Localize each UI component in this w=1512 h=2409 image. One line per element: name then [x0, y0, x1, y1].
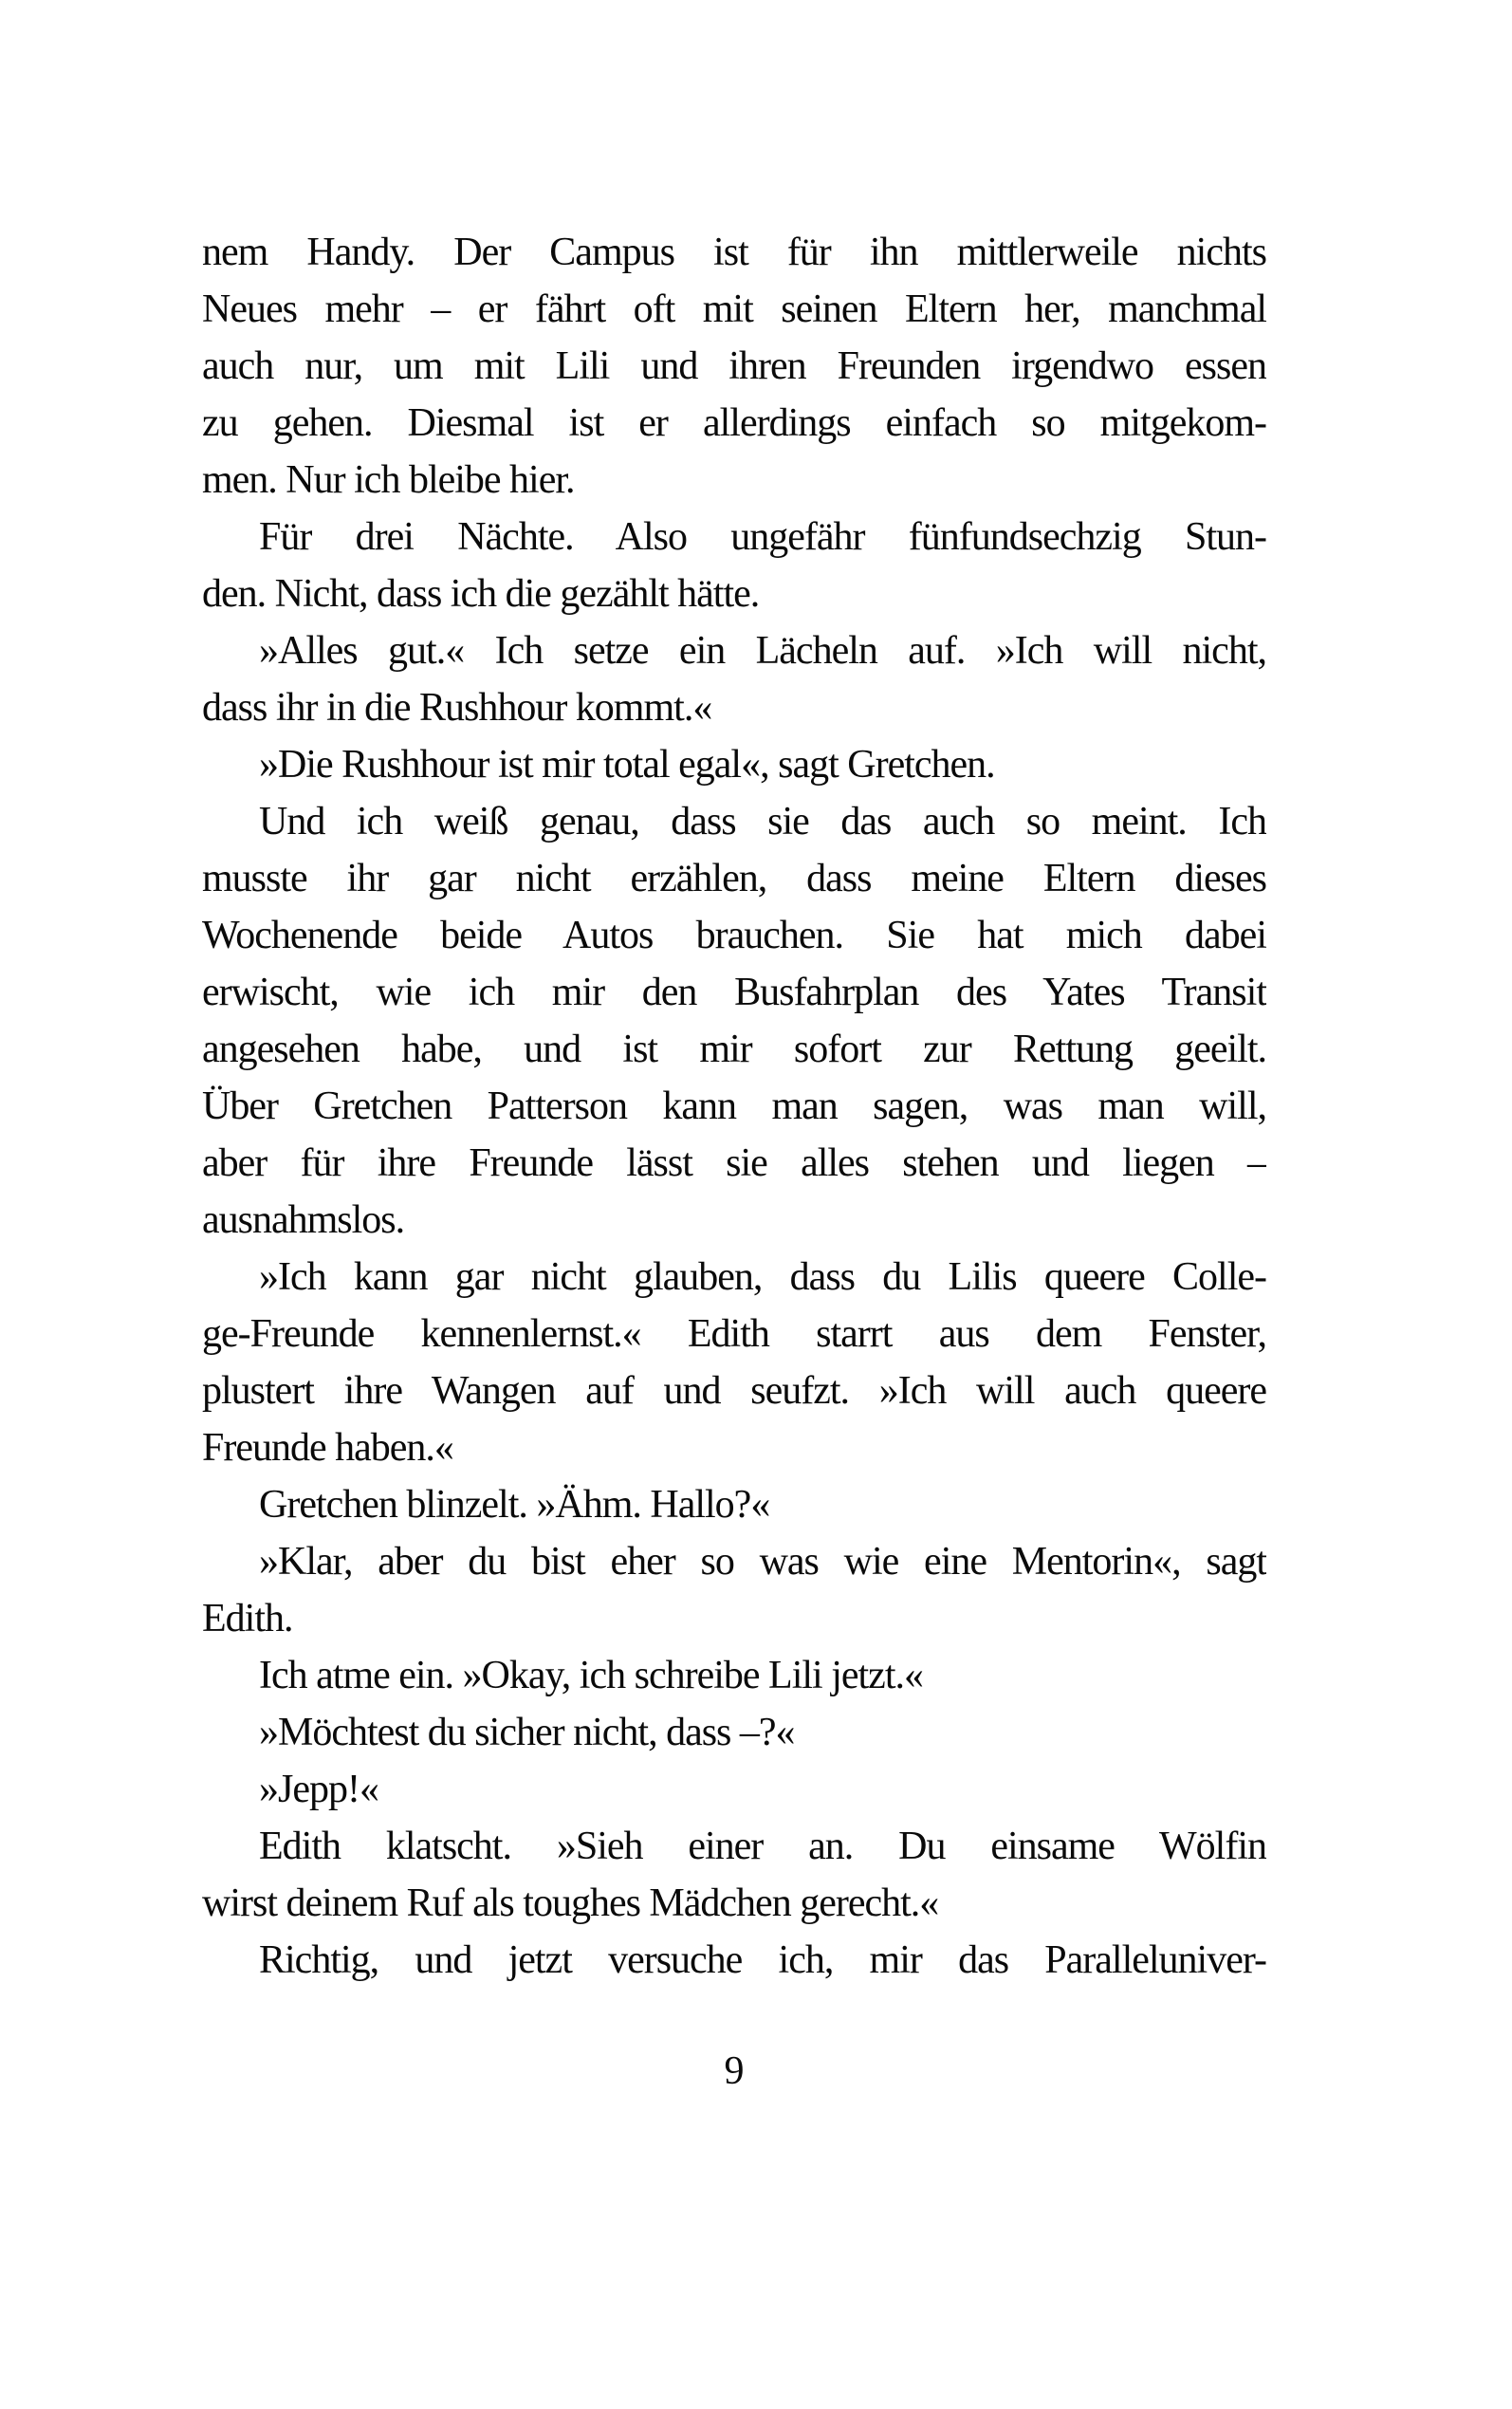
text-line: »Ich kann gar nicht glauben, dass du Lilis queere Colle- [259, 1255, 1266, 1299]
text-line: Richtig, und jetzt versuche ich, mir das Paralleluniver- [259, 1938, 1266, 1982]
text-line: nem Handy. Der Campus ist für ihn mittlerweile nichts [202, 231, 1266, 274]
text-line: erwischt, wie ich mir den Busfahrplan des Yates Transit [202, 971, 1266, 1014]
text-line: aber für ihre Freunde lässt sie alles stehen und liegen – [202, 1141, 1266, 1185]
text-line: dass ihr in die Rushhour kommt.« [202, 686, 712, 730]
text-line: ge-Freunde kennenlernst.« Edith starrt aus dem Fenster, [202, 1312, 1266, 1356]
text-line: Wochenende beide Autos brauchen. Sie hat mich dabei [202, 914, 1266, 957]
text-line: musste ihr gar nicht erzählen, dass meine Eltern dieses [202, 857, 1266, 900]
text-line: »Alles gut.« Ich setze ein Lächeln auf. »Ich will nicht, [259, 629, 1266, 673]
text-line: »Klar, aber du bist eher so was wie eine Mentorin«, sagt [259, 1540, 1266, 1584]
text-line: Für drei Nächte. Also ungefähr fünfundsechzig Stun- [259, 515, 1266, 559]
text-line: ausnahmslos. [202, 1198, 405, 1242]
text-line: Edith klatscht. »Sieh einer an. Du einsame Wölfin [259, 1825, 1266, 1868]
text-line: Edith. [202, 1597, 293, 1640]
text-line: Über Gretchen Patterson kann man sagen, was man will, [202, 1084, 1266, 1128]
text-line: Neues mehr – er fährt oft mit seinen Eltern her, manchmal [202, 287, 1266, 331]
text-line: den. Nicht, dass ich die gezählt hätte. [202, 572, 760, 616]
text-line: plustert ihre Wangen auf und seufzt. »Ich will auch queere [202, 1369, 1266, 1413]
text-line: auch nur, um mit Lili und ihren Freunden irgendwo essen [202, 344, 1266, 388]
text-line: Gretchen blinzelt. »Ähm. Hallo?« [259, 1483, 770, 1527]
text-line: angesehen habe, und ist mir sofort zur Rettung geeilt. [202, 1028, 1266, 1071]
text-line: wirst deinem Ruf als toughes Mädchen gerecht.« [202, 1881, 939, 1925]
text-line: »Die Rushhour ist mir total egal«, sagt Gretchen. [259, 743, 995, 787]
text-block [202, 224, 1266, 1989]
text-line: zu gehen. Diesmal ist er allerdings einfach so mitgekom- [202, 401, 1266, 445]
text-line: »Jepp!« [259, 1768, 378, 1811]
text-line: »Möchtest du sicher nicht, dass –?« [259, 1711, 795, 1754]
text-line: Ich atme ein. »Okay, ich schreibe Lili jetzt.« [259, 1654, 923, 1697]
text-line: Und ich weiß genau, dass sie das auch so meint. Ich [259, 800, 1266, 843]
page-number: 9 [724, 2049, 745, 2093]
text-line: men. Nur ich bleibe hier. [202, 458, 575, 502]
text-line: Freunde haben.« [202, 1426, 453, 1470]
